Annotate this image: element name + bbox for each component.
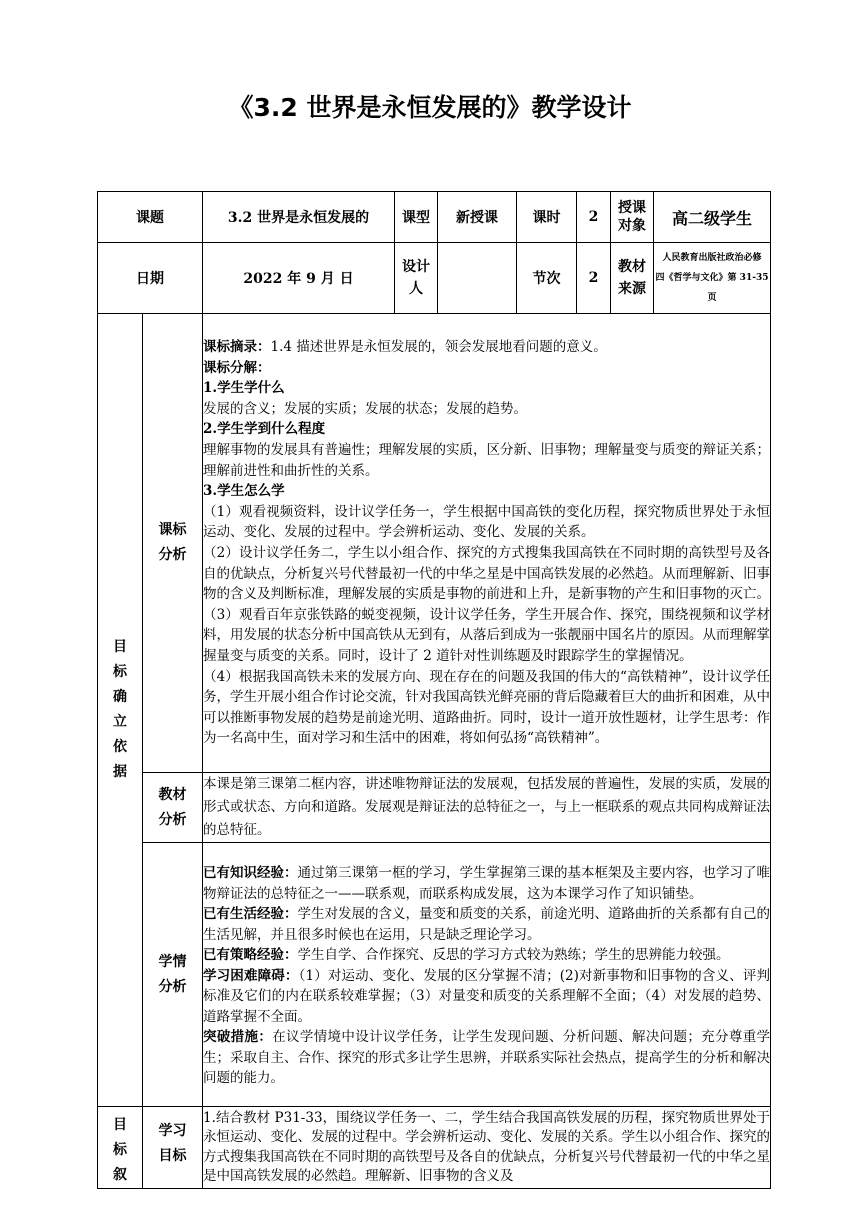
designer-value [438, 243, 517, 314]
xq-line-bold: 已有生活经验： [203, 906, 298, 923]
kb-line-bold: 2.学生学到什么程度 [203, 421, 326, 438]
kb-label-line2: 分析 [158, 547, 187, 563]
kb-line-bold: 3.学生怎么学 [203, 483, 285, 500]
section-char: 目 [113, 1117, 127, 1133]
xq-line [203, 966, 770, 1028]
kb-line-text: （3）观看百年京张铁路的蜕变视频，设计议学任务，学生开展合作、探究，围绕视频和议学材料，用发展的状态分析中国高铁从无到有，从落后到成为一张靓丽中国名片的原因。从而理解掌握量变与质变的关系。同时，设计了 2 道针对性训练题及时跟踪学生的掌握情况。 [203, 606, 771, 664]
xq-line [203, 863, 770, 904]
section-char: 依 [113, 739, 127, 755]
kb-line-text: （1）观看视频资料，设计议学任务一，学生根据中国高铁的变化历程，探究物质世界处于永恒运动、变化、发展的过程中。学会辨析运动、变化、发展的关系。 [203, 503, 771, 541]
course-value: 3.2 世界是永恒发展的 [203, 192, 395, 243]
jc-row [98, 773, 771, 843]
date-label: 日期 [98, 243, 203, 314]
xq-row [98, 843, 771, 1107]
jc-label-line1: 教材 [158, 786, 187, 803]
kb-line [203, 378, 770, 399]
xq-line-bold: 突破措施： [203, 1029, 273, 1046]
kb-line [203, 337, 770, 358]
audience-label-line2: 对象 [618, 218, 647, 234]
kb-line [203, 399, 770, 420]
kb-line [203, 605, 770, 667]
section-label-target-narrative [98, 1107, 143, 1189]
kb-line-text: 理解事物的发展具有普遍性；理解发展的实质，区分新、旧事物；理解量变与质变的辩证关系；理解前进性和曲折性的关系。 [203, 442, 771, 479]
source-label [611, 243, 654, 314]
xq-label-line1: 学情 [158, 953, 187, 970]
audience-label-line1: 授课 [618, 200, 647, 216]
section-char: 立 [113, 714, 127, 730]
student-analysis-content [203, 843, 771, 1107]
jc-label-line2: 分析 [158, 811, 187, 828]
date-value: 2022 年 9 月 日 [203, 243, 395, 314]
section-char: 标 [113, 664, 127, 680]
kb-line-bold: 课标摘录： [203, 339, 271, 356]
page-title: 《3.2 世界是永恒发展的》教学设计 [228, 93, 632, 122]
kb-line [203, 543, 770, 605]
kb-line-text: （2）设计议学任务二，学生以小组合作、探究的方式搜集我国高铁在不同时期的高铁型号及各自的优缺点，分析复兴号代替最初一代的中华之星是中国高铁发展的必然趋。从而理解新、旧事物的含义及判断标准，理解发展的实质是事物的前进和上升，是新事物的产生和旧事物的灭亡。 [203, 545, 771, 603]
source-label-line1: 教材 [618, 259, 647, 275]
section-label-target-basis [98, 314, 143, 1107]
kb-line [203, 358, 770, 379]
xq-line [203, 904, 770, 945]
xq-line-bold: 学习困难障碍： [203, 967, 299, 984]
hours-label: 课时 [517, 192, 577, 243]
hours-value: 2 [577, 192, 611, 243]
kb-line [203, 667, 770, 749]
xx-label [143, 1107, 203, 1189]
textbook-analysis-content: 本课是第三课第二框内容，讲述唯物辩证法的发展观，包括发展的普遍性，发展的实质，发展的形式或状态、方向和道路。发展观是辩证法的总特征之一，与上一框联系的观点共同构成辩证法的总特征。 [203, 773, 771, 843]
xq-line-text: 在议学情境中设计议学任务，让学生发现问题、分析问题、解决问题；充分尊重学生；采取自主、合作、探究的形式多让学生思辨，并联系实际社会热点，提高学生的分析和解决问题的能力。 [203, 1029, 771, 1087]
kb-line-text: 发展的含义；发展的实质；发展的状态；发展的趋势。 [203, 400, 527, 417]
xq-line-text: （1）对运动、变化、发展的区分掌握不清；(2)对新事物和旧事物的含义、评判标准及它们的内在联系较难掌握；（3）对量变和质变的关系理解不全面；（4）对发展的趋势、道路掌握不全面。 [203, 967, 771, 1025]
xq-label-line2: 分析 [158, 978, 187, 995]
kb-line [203, 481, 770, 502]
kb-line [203, 440, 770, 481]
kb-label-line1: 课标 [158, 522, 187, 538]
source-value [654, 243, 771, 314]
audience-label [611, 192, 654, 243]
section-char: 标 [113, 1142, 127, 1158]
header-row-1 [98, 192, 771, 243]
kb-row [98, 314, 771, 773]
period-label: 节次 [517, 243, 577, 314]
xx-label-line2: 目标 [158, 1148, 187, 1164]
jc-label [143, 773, 203, 843]
kb-line-bold: 课标分解： [203, 359, 271, 376]
learning-goals-content: 1.结合教材 P31-33，围绕议学任务一、二，学生结合我国高铁发展的历程，探究物质世界处于永恒运动、变化、发展的过程中。学会辨析运动、变化、发展的关系。学生以小组合作、探究的方式搜集我国高铁在不同时期的高铁型号及各自的优缺点，分析复兴号代替最初一代的中华之星是中国高铁发展的必然趋。理解新、旧事物的含义及 [203, 1107, 771, 1189]
xq-line-bold: 已有策略经验： [203, 947, 298, 964]
header-row-2 [98, 243, 771, 314]
kb-line [203, 502, 770, 543]
designer-label-line1: 设计 [402, 259, 431, 275]
designer-label [395, 243, 438, 314]
source-value-line3: 页 [707, 293, 717, 303]
kb-line [203, 419, 770, 440]
kb-line-text: 1.4 描述世界是永恒发展的，领会发展地看问题的意义。 [270, 339, 607, 356]
type-label: 课型 [395, 192, 438, 243]
kb-label [143, 314, 203, 773]
course-label: 课题 [98, 192, 203, 243]
source-label-line2: 来源 [618, 281, 647, 297]
section-char: 目 [113, 639, 127, 655]
xx-label-line1: 学习 [158, 1123, 187, 1139]
section-char: 确 [113, 689, 127, 705]
xq-line-text: 学生对发展的含义，量变和质变的关系，前途光明、道路曲折的关系都有自己的生活见解，并且很多时候也在运用，只是缺乏理论学习。 [203, 906, 771, 943]
xq-line-text: 学生自学、合作探究、反思的学习方式较为熟练；学生的思辨能力较强。 [297, 947, 730, 964]
kb-line-text: （4）根据我国高铁未来的发展方向、现在存在的问题及我国的伟大的“高铁精神”，设计议学任务，学生开展小组合作讨论交流，针对我国高铁光鲜亮丽的背后隐藏着巨大的曲折和困难，从中可以推断事物发展的趋势是前途光明、道路曲折。同时，设计一道开放性题材，让学生思考：作为一名高中生，面对学习和生活中的困难，将如何弘扬“高铁精神”。 [203, 668, 771, 747]
period-value: 2 [577, 243, 611, 314]
xq-line-bold: 已有知识经验： [203, 865, 298, 882]
designer-label-line2: 人 [409, 281, 424, 297]
xx-row [98, 1107, 771, 1189]
xq-label [143, 843, 203, 1107]
source-value-line2: 四《哲学与文化》第 31-35 [655, 273, 769, 283]
source-value-line1: 人民教育出版社政治必修 [662, 253, 762, 263]
xq-line [203, 1027, 770, 1089]
lesson-plan-table [97, 191, 771, 1189]
kb-line-bold: 1.学生学什么 [203, 380, 285, 397]
type-value: 新授课 [438, 192, 517, 243]
section-char: 叙 [113, 1167, 127, 1183]
curriculum-analysis-content [203, 314, 771, 773]
audience-value: 高二级学生 [654, 192, 771, 243]
section-char: 据 [113, 764, 127, 780]
xq-line-text: 通过第三课第一框的学习，学生掌握第三课的基本框架及主要内容，也学习了唯物辩证法的总特征之一——联系观，而联系构成发展，这为本课学习作了知识铺垫。 [203, 865, 771, 902]
xq-line [203, 945, 770, 966]
